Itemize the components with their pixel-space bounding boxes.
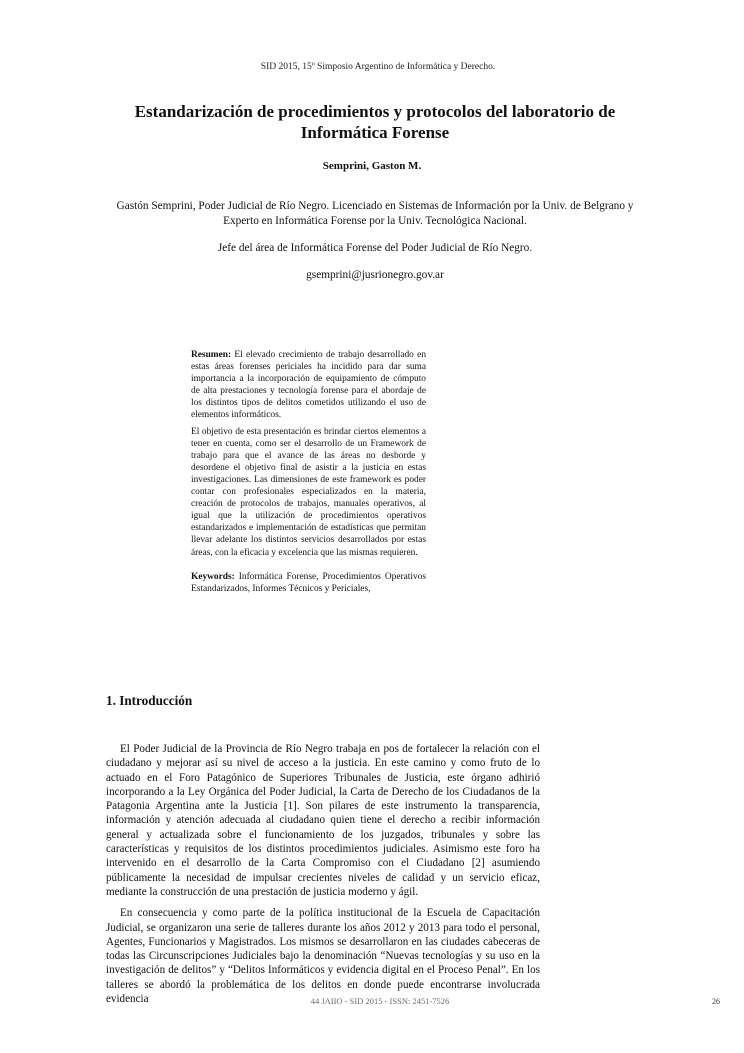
page-number: 26 [712, 997, 720, 1006]
footer-isbn: 44 JAIIO - SID 2015 - ISSN: 2451-7526 [310, 996, 450, 1006]
section-body [106, 742, 540, 1006]
abstract-text-1: El elevado crecimiento de trabajo desarrollado en estas áreas forenses periciales ha incidido para dar suma importancia a la incorporación de equipamiento de cómputo de alta prestaciones y tecnología forense para el abordaje de los distintos tipos de delitos cometidos utilizando el uso de elementos informáticos. [191, 350, 427, 421]
abstract-label: Resumen: [191, 350, 232, 360]
abstract-paragraph [191, 349, 426, 422]
author-email: gsemprini@jusrionegro.gov.ar [306, 268, 444, 281]
abstract-paragraph-2: El objetivo de esta presentación es brindar ciertos elementos a tener en cuenta, como ser el desarrollo de un Framework de trabajo para que el avance de las áreas no desborde y desordene el objetivo final de asistir a la justicia en estas investigaciones. Las dimensiones de este framework es poder contar con profesionales especializados en la materia, creación de protocolos de trabajos, manuales operativos, al igual que la utilización de procedimientos operativos estandarizados e implementación de estadísticas que permitan llevar adelante los distintos servicios desarrollados por estas áreas, con la eficacia y excelencia que las mismas requieren. [191, 426, 426, 558]
running-header: SID 2015, 15º Simposio Argentino de Informática y Derecho. [260, 62, 496, 72]
affiliation-position: Jefe del área de Informática Forense del Poder Judicial de Río Negro. [217, 242, 533, 254]
keywords-text: Informática Forense, Procedimientos Operativos Estandarizados, Informes Técnicos y Periciales, [191, 571, 426, 594]
author-affiliation [105, 199, 645, 282]
body-paragraph-2: En consecuencia y como parte de la política institucional de la Escuela de Capacitación Judicial, se organizaron una serie de talleres durante los años 2012 y 2013 para todo el personal, Agentes, Funcionarios y Magistrados. Los mismos se desarrollaron en las ciudades cabeceras de todas las Circunscripciones Judiciales bajo la denominación “Nuevas tecnologías y su uso en la investigación de delitos” y “Delitos Informáticos y evidencia digital en el Proceso Penal”. En los talleres se abordó la problemática de los delitos en donde puede encontrarse involucrada evidencia [106, 907, 540, 1006]
section-heading-introduccion: 1. Introducción [106, 693, 193, 708]
affiliation-description: Gastón Semprini, Poder Judicial de Río Negro. Licenciado en Sistemas de Información por la Univ. de Belgrano y Experto en Informática Forense por la Univ. Tecnológica Nacional. [116, 200, 634, 227]
abstract [191, 349, 426, 595]
keywords-label: Keywords: [191, 571, 235, 582]
body-paragraph-1: El Poder Judicial de la Provincia de Río Negro trabaja en pos de fortalecer la relación con el ciudadano y mejorar así su nivel de acceso a la justicia. En este camino y como fruto de lo actuado en el Foro Patagónico de Superiores Tribunales de Justicia, este órgano adhirió incorporando a la Ley Orgánica del Poder Judicial, la Carta de Derecho de los Ciudadanos de la Patagonia Argentina ante la Justicia [1]. Son pilares de este instrumento la transparencia, información y atención adecuada al ciudadano quien tiene el derecho a recibir información general y actualizada sobre el funcionamiento de los juzgados, tribunales y sobre las características y requisitos de los distintos procedimientos judiciales. Asimismo este foro ha intervenido en el desarrollo de la Carta Compromiso con el Ciudadano [2] asumiendo públicamente la necesidad de impulsar crecientes niveles de calidad y un servicio eficaz, mediante la construcción de una prestación de justicia moderno y ágil. [106, 743, 540, 898]
keywords [191, 571, 426, 595]
author-name: Semprini, Gaston M. [322, 160, 422, 172]
paper-title: Estandarización de procedimientos y protocolos del laboratorio de Informática Forense [134, 102, 616, 142]
